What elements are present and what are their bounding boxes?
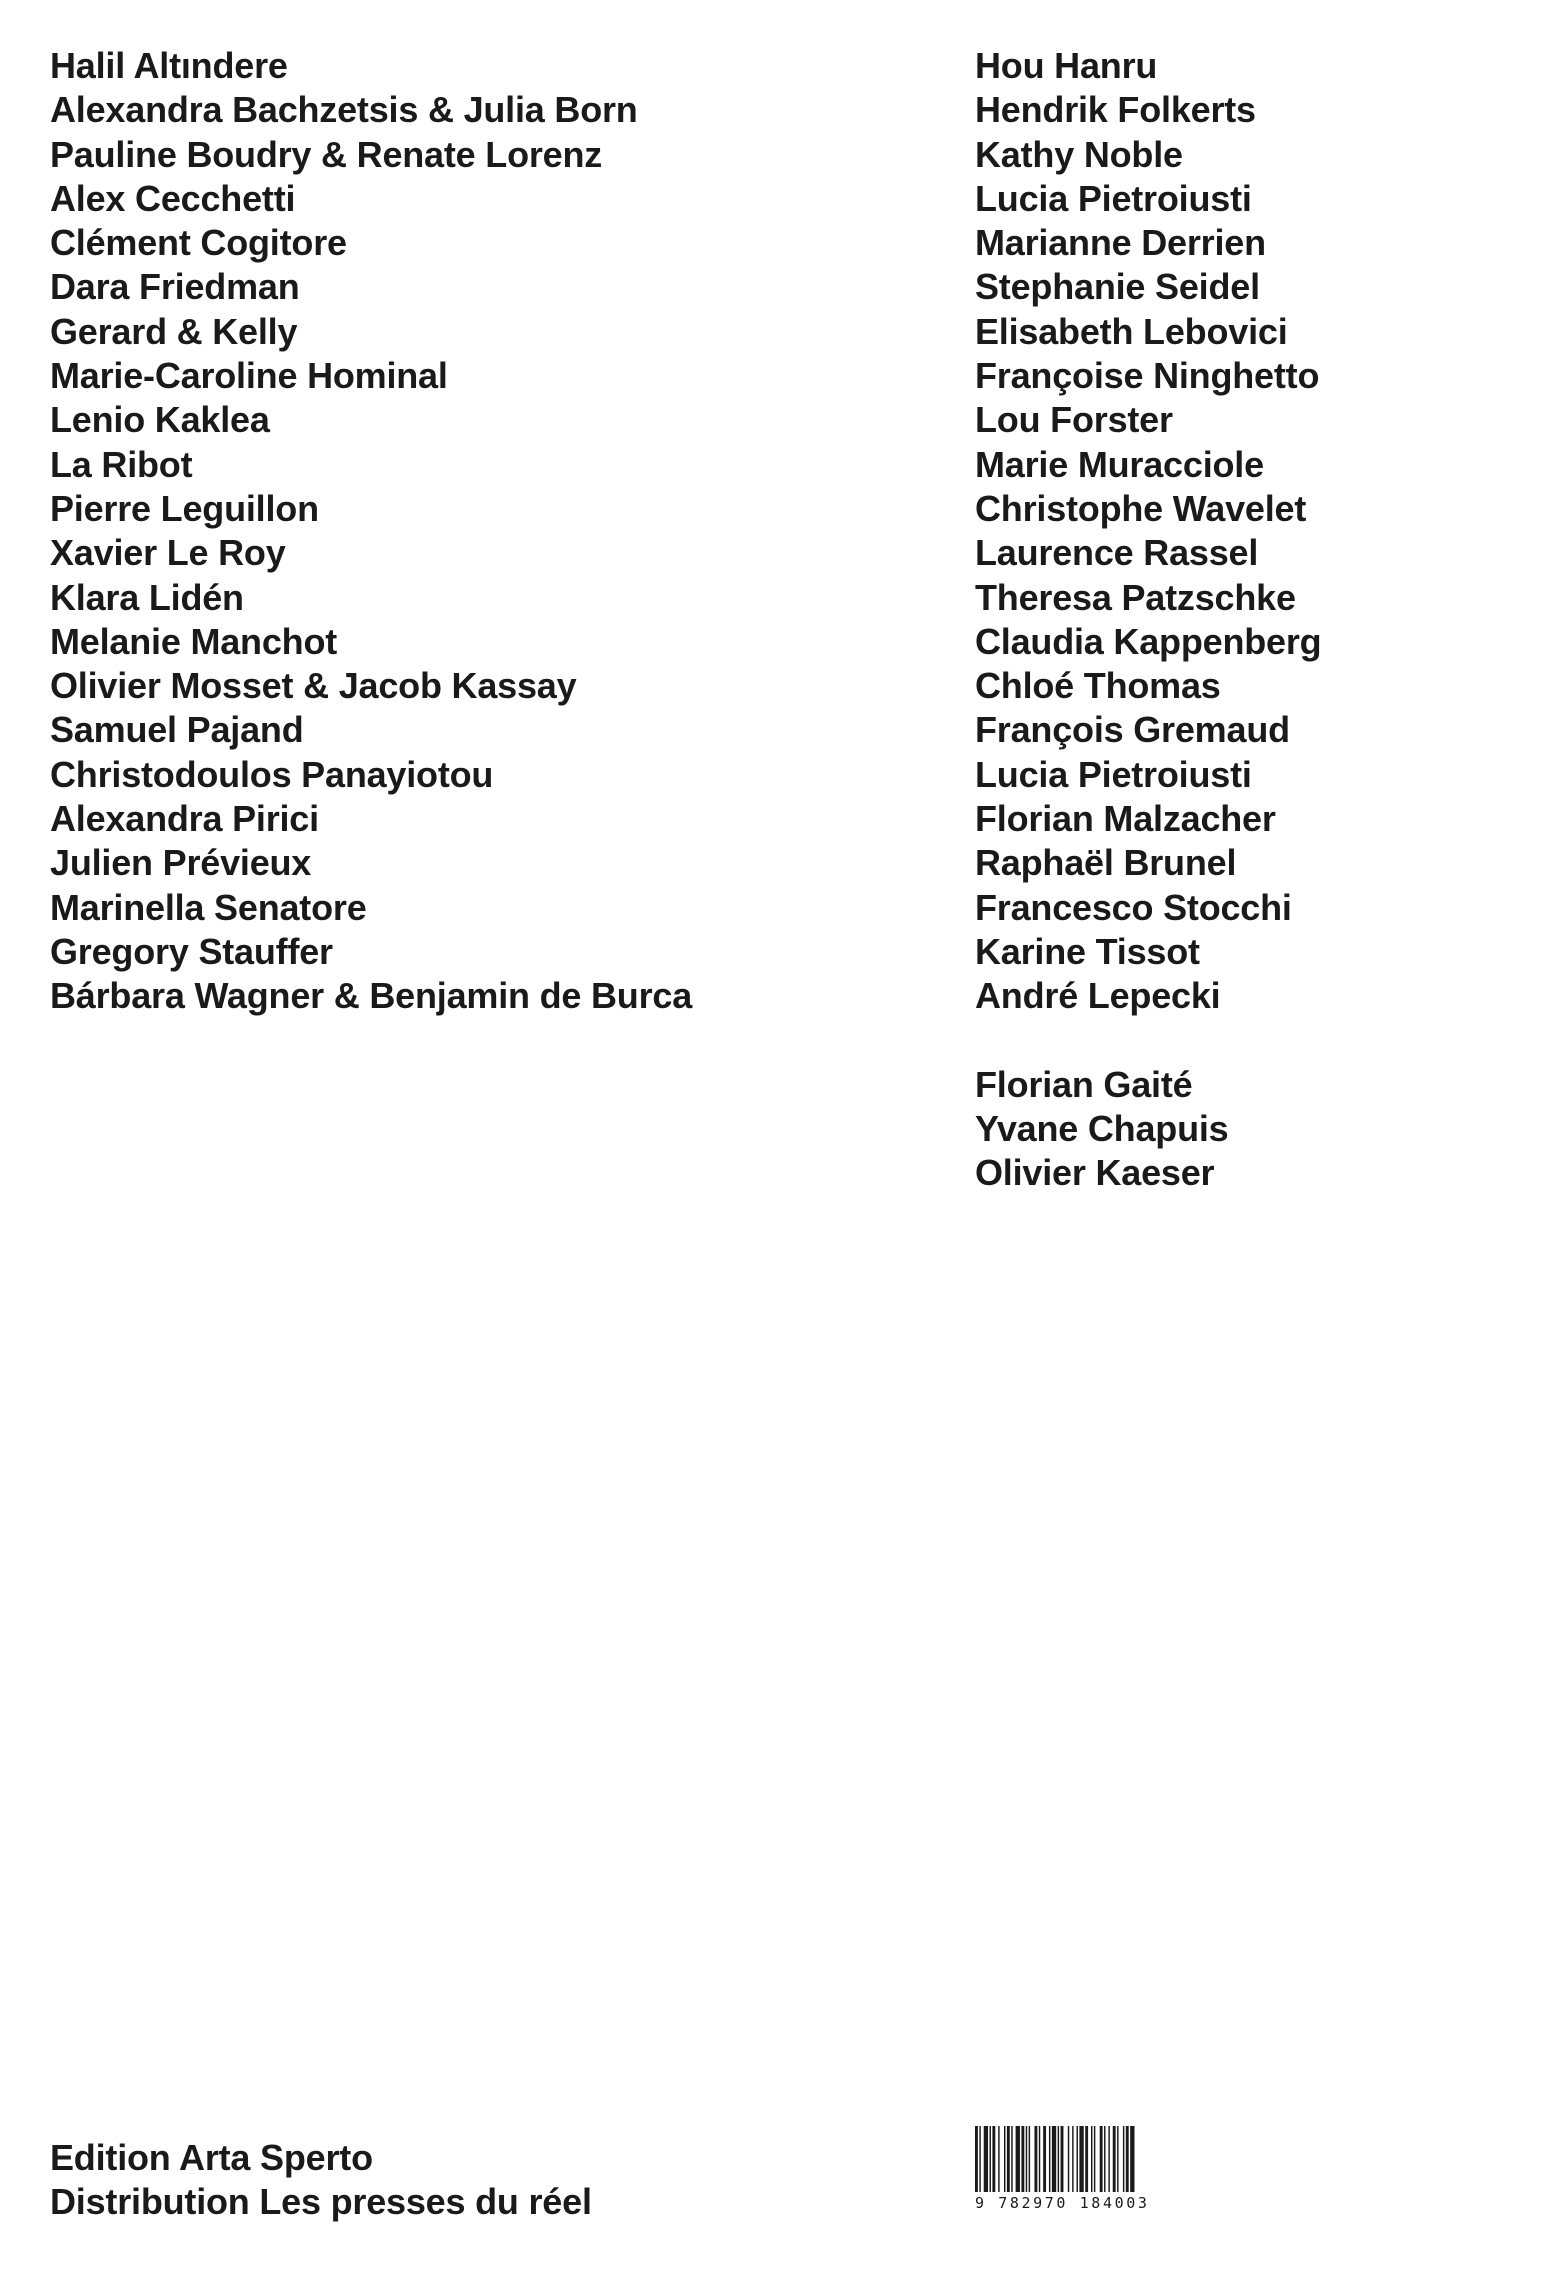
list-item: Lucia Pietroiusti — [975, 753, 1252, 795]
barcode-bar — [1113, 2126, 1116, 2192]
artists-list — [50, 44, 930, 1019]
isbn-number: 9 782970 184003 — [975, 2194, 1150, 2212]
barcode-bar — [1058, 2126, 1059, 2192]
barcode-bar — [1011, 2126, 1012, 2192]
barcode-bar — [1021, 2126, 1024, 2192]
barcode-bar — [1052, 2126, 1056, 2192]
list-item: Laurence Rassel — [975, 532, 1259, 574]
list-item: Kathy Noble — [975, 133, 1183, 175]
barcode-bar — [1034, 2126, 1037, 2192]
publisher-footer — [50, 2136, 592, 2225]
barcode-bar — [1039, 2126, 1040, 2192]
barcode-bar — [1108, 2126, 1109, 2192]
list-item: La Ribot — [50, 443, 193, 485]
list-item: Xavier Le Roy — [50, 532, 286, 574]
list-item: Françoise Ninghetto — [975, 355, 1320, 397]
list-item: Halil Altındere — [50, 45, 288, 86]
barcode-bar — [1016, 2126, 1020, 2192]
list-item: Klara Lidén — [50, 576, 244, 618]
list-item: Marinella Senatore — [50, 886, 367, 928]
list-item: Pauline Boudry & Renate Lorenz — [50, 133, 603, 175]
barcode-bar — [1126, 2126, 1129, 2192]
editor-item: Florian Gaité — [975, 1063, 1193, 1105]
list-item: Chloé Thomas — [975, 665, 1221, 707]
list-item: Alexandra Bachzetsis & Julia Born — [50, 89, 638, 131]
list-item: Raphaël Brunel — [975, 842, 1237, 884]
list-item: Olivier Mosset & Jacob Kassay — [50, 665, 577, 707]
list-item: Claudia Kappenberg — [975, 620, 1322, 662]
barcode-bar — [1061, 2126, 1064, 2192]
barcode-bar — [1043, 2126, 1046, 2192]
list-item: Melanie Manchot — [50, 620, 338, 662]
barcode-bar — [1068, 2126, 1069, 2192]
list-item: Gregory Stauffer — [50, 930, 333, 972]
list-item: Francesco Stocchi — [975, 886, 1292, 928]
barcode-bar — [1104, 2126, 1105, 2192]
barcode-bar — [1072, 2126, 1073, 2192]
authors-list — [975, 44, 1535, 1196]
barcode-bars — [975, 2126, 1175, 2192]
list-item: Alex Cecchetti — [50, 177, 296, 219]
barcode-bar — [1079, 2126, 1083, 2192]
list-item: Christodoulos Panayiotou — [50, 753, 494, 795]
barcode-bar — [992, 2126, 995, 2192]
list-item: Christophe Wavelet — [975, 487, 1307, 529]
list-item: Samuel Pajand — [50, 709, 304, 751]
list-item: Lucia Pietroiusti — [975, 177, 1252, 219]
barcode-bar — [1094, 2126, 1095, 2192]
list-item: Gerard & Kelly — [50, 310, 298, 352]
barcode-bar — [1026, 2126, 1027, 2192]
list-item: Marie-Caroline Hominal — [50, 355, 448, 397]
list-item: Marie Muracciole — [975, 443, 1264, 485]
barcode-bar — [1100, 2126, 1103, 2192]
list-item: Julien Prévieux — [50, 842, 312, 884]
distribution-line: Distribution Les presses du réel — [50, 2181, 592, 2223]
barcode-bar — [1077, 2126, 1078, 2192]
list-item: Stephanie Seidel — [975, 266, 1260, 308]
list-item: Lou Forster — [975, 399, 1173, 441]
barcode-bar — [1130, 2126, 1134, 2192]
list-item: Florian Malzacher — [975, 798, 1276, 840]
barcode-bar — [984, 2126, 988, 2192]
barcode-bar — [975, 2126, 978, 2192]
list-item: Elisabeth Lebovici — [975, 310, 1288, 352]
barcode-bar — [1007, 2126, 1010, 2192]
list-item: Dara Friedman — [50, 266, 300, 308]
list-item: Karine Tissot — [975, 930, 1200, 972]
editor-item: Olivier Kaeser — [975, 1152, 1215, 1194]
barcode-bar — [990, 2126, 991, 2192]
list-item: François Gremaud — [975, 709, 1290, 751]
list-spacer — [975, 1019, 1535, 1063]
barcode-bar — [979, 2126, 980, 2192]
publisher-name: Edition Arta Sperto — [50, 2137, 373, 2178]
list-item: Hendrik Folkerts — [975, 89, 1256, 131]
list-item: Theresa Patzschke — [975, 576, 1296, 618]
list-item: Pierre Leguillon — [50, 487, 319, 529]
list-item: Hou Hanru — [975, 45, 1158, 86]
list-item: Alexandra Pirici — [50, 798, 319, 840]
barcode-bar — [1091, 2126, 1092, 2192]
barcode-bar — [1049, 2126, 1050, 2192]
barcode-bar — [1123, 2126, 1124, 2192]
barcode-bar — [1117, 2126, 1118, 2192]
barcode-bar — [998, 2126, 999, 2192]
list-item: Marianne Derrien — [975, 222, 1266, 264]
list-item: Clément Cogitore — [50, 222, 347, 264]
barcode-bar — [1085, 2126, 1088, 2192]
list-item: Bárbara Wagner & Benjamin de Burca — [50, 975, 693, 1017]
list-item: André Lepecki — [975, 975, 1221, 1017]
barcode-bar — [1004, 2126, 1005, 2192]
barcode-bar — [1029, 2126, 1030, 2192]
list-item: Lenio Kaklea — [50, 399, 270, 441]
isbn-barcode — [975, 2126, 1180, 2212]
editor-item: Yvane Chapuis — [975, 1108, 1229, 1150]
